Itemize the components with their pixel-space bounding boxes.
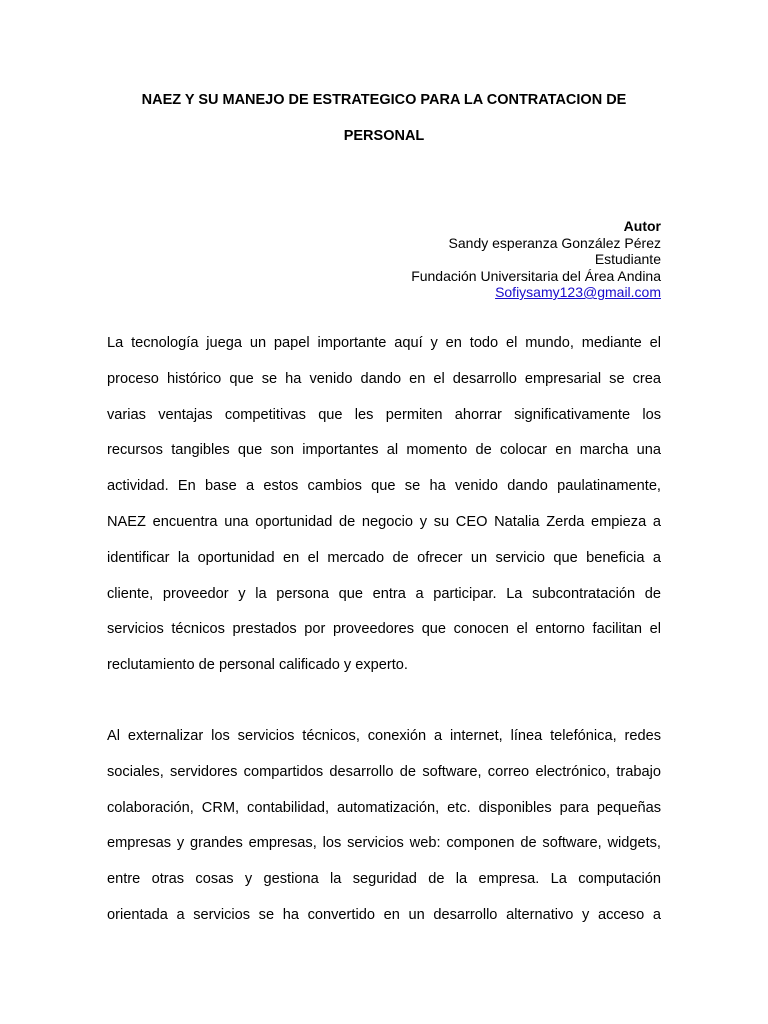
author-email-link[interactable]: Sofiysamy123@gmail.com: [495, 284, 661, 300]
paragraph-line: identificar la oportunidad en el mercado de ofrecer un servicio que beneficia a: [107, 549, 661, 566]
paragraph-line: sociales, servidores compartidos desarrollo de software, correo electrónico, trabajo: [107, 763, 661, 780]
paragraph-line: varias ventajas competitivas que les permiten ahorrar significativamente los: [107, 406, 661, 423]
paragraph-line: cliente, proveedor y la persona que entra a participar. La subcontratación de: [107, 585, 661, 602]
document-title-line1: NAEZ Y SU MANEJO DE ESTRATEGICO PARA LA CONTRATACION DE: [141, 92, 627, 108]
paragraph-line: empresas y grandes empresas, los servicios web: componen de software, widgets,: [107, 835, 661, 852]
paragraph-line: Al externalizar los servicios técnicos, conexión a internet, línea telefónica, redes: [107, 728, 661, 744]
author-block: [411, 218, 661, 301]
paragraph-line: entre otras cosas y gestiona la seguridad de la empresa. La computación: [107, 871, 661, 888]
author-name: Sandy esperanza González Pérez: [448, 234, 661, 251]
body-paragraph-2: [107, 719, 661, 934]
paragraph-line: servicios técnicos prestados por proveedores que conocen el entorno facilitan el: [107, 621, 661, 638]
paragraph-line: NAEZ encuentra una oportunidad de negocio y su CEO Natalia Zerda empieza a: [107, 513, 661, 530]
author-institution: Fundación Universitaria del Área Andina: [411, 267, 661, 284]
paragraph-line: colaboración, CRM, contabilidad, automatización, etc. disponibles para pequeñas: [107, 799, 661, 816]
body-paragraph-1: [107, 326, 661, 684]
paragraph-line: proceso histórico que se ha venido dando en el desarrollo empresarial se crea: [107, 370, 661, 387]
paragraph-line: orientada a servicios se ha convertido en un desarrollo alternativo y acceso a: [107, 906, 661, 923]
paragraph-line: recursos tangibles que son importantes al momento de colocar en marcha una: [107, 442, 661, 459]
document-title-line2: PERSONAL: [343, 128, 425, 144]
author-label: Autor: [623, 218, 661, 234]
paragraph-line: reclutamiento de personal calificado y experto.: [107, 657, 408, 674]
paragraph-line: La tecnología juega un papel importante aquí y en todo el mundo, mediante el: [107, 335, 661, 351]
paragraph-line: actividad. En base a estos cambios que se ha venido dando paulatinamente,: [107, 478, 661, 495]
author-role: Estudiante: [594, 251, 661, 267]
